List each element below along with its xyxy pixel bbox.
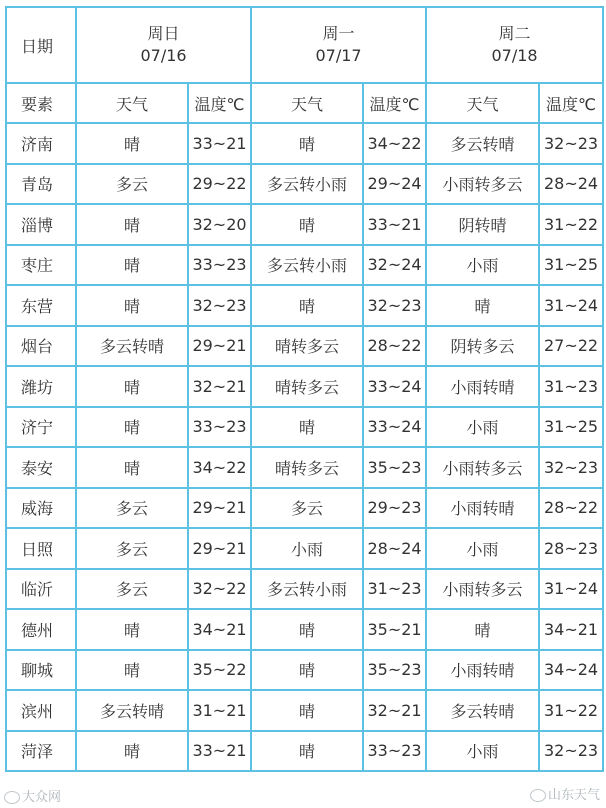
city-name: 滨州 xyxy=(6,690,76,731)
weather-cell: 多云转小雨 xyxy=(251,245,363,286)
weather-cell: 晴 xyxy=(251,690,363,731)
city-name: 聊城 xyxy=(6,650,76,691)
weather-cell: 多云 xyxy=(76,569,188,610)
weather-cell: 小雨转晴 xyxy=(426,366,539,407)
weather-cell: 晴 xyxy=(76,447,188,488)
city-name: 临沂 xyxy=(6,569,76,610)
temp-cell: 34~22 xyxy=(363,123,426,164)
weather-cell: 多云转晴 xyxy=(76,326,188,367)
temp-cell: 28~22 xyxy=(363,326,426,367)
temp-cell: 31~23 xyxy=(539,366,603,407)
temp-cell: 32~20 xyxy=(188,204,251,245)
logo-icon xyxy=(4,791,20,804)
city-name: 烟台 xyxy=(6,326,76,367)
table-row xyxy=(6,609,603,650)
weather-cell: 晴转多云 xyxy=(251,366,363,407)
table-row xyxy=(6,488,603,529)
table-row xyxy=(6,447,603,488)
temp-cell: 33~23 xyxy=(188,245,251,286)
temp-cell: 29~21 xyxy=(188,528,251,569)
temp-cell: 33~21 xyxy=(188,123,251,164)
weather-cell: 小雨 xyxy=(426,528,539,569)
temp-cell: 32~23 xyxy=(363,285,426,326)
weather-cell: 多云 xyxy=(76,528,188,569)
weather-cell: 晴 xyxy=(76,609,188,650)
weather-column-header: 天气 xyxy=(251,83,363,123)
weather-cell: 晴 xyxy=(76,366,188,407)
temp-cell: 29~21 xyxy=(188,326,251,367)
temp-cell: 29~21 xyxy=(188,488,251,529)
weather-cell: 小雨 xyxy=(251,528,363,569)
weather-cell: 晴转多云 xyxy=(251,447,363,488)
weather-cell: 小雨转多云 xyxy=(426,164,539,205)
weibo-icon xyxy=(530,789,546,802)
temp-cell: 29~24 xyxy=(363,164,426,205)
weather-cell: 小雨 xyxy=(426,731,539,772)
weather-cell: 小雨 xyxy=(426,245,539,286)
temp-cell: 33~21 xyxy=(188,731,251,772)
header-row-elements xyxy=(6,83,603,123)
city-name: 淄博 xyxy=(6,204,76,245)
weather-cell: 晴 xyxy=(76,245,188,286)
weather-cell: 晴 xyxy=(251,123,363,164)
weather-cell: 晴 xyxy=(426,285,539,326)
weather-cell: 多云 xyxy=(251,488,363,529)
table-row xyxy=(6,366,603,407)
weather-cell: 小雨转晴 xyxy=(426,650,539,691)
temp-cell: 31~25 xyxy=(539,407,603,448)
temp-cell: 31~22 xyxy=(539,690,603,731)
table-row xyxy=(6,528,603,569)
temp-cell: 27~22 xyxy=(539,326,603,367)
temp-cell: 31~24 xyxy=(539,285,603,326)
table-row xyxy=(6,650,603,691)
weekday-label: 周日 xyxy=(147,24,180,43)
weather-cell: 晴 xyxy=(426,609,539,650)
date-value: 07/18 xyxy=(491,46,538,65)
weather-cell: 小雨转多云 xyxy=(426,447,539,488)
temp-cell: 32~23 xyxy=(539,447,603,488)
temp-cell: 34~24 xyxy=(539,650,603,691)
weather-cell: 晴 xyxy=(76,204,188,245)
date-value: 07/16 xyxy=(140,46,187,65)
table-row xyxy=(6,690,603,731)
temp-cell: 34~21 xyxy=(188,609,251,650)
temp-cell: 31~23 xyxy=(363,569,426,610)
weather-cell: 小雨 xyxy=(426,407,539,448)
city-name: 枣庄 xyxy=(6,245,76,286)
table-row xyxy=(6,285,603,326)
city-name: 东营 xyxy=(6,285,76,326)
day-header-2 xyxy=(426,7,603,83)
weather-cell: 晴 xyxy=(76,650,188,691)
temp-cell: 28~24 xyxy=(363,528,426,569)
temp-cell: 32~22 xyxy=(188,569,251,610)
table-row xyxy=(6,204,603,245)
temp-cell: 31~24 xyxy=(539,569,603,610)
weather-cell: 小雨转晴 xyxy=(426,488,539,529)
temp-cell: 33~24 xyxy=(363,407,426,448)
table-row xyxy=(6,326,603,367)
temp-cell: 32~21 xyxy=(363,690,426,731)
watermark-left-text: 大众网 xyxy=(22,790,62,805)
weather-cell: 多云转晴 xyxy=(426,690,539,731)
watermark-right xyxy=(530,784,600,803)
temp-cell: 33~23 xyxy=(188,407,251,448)
weather-cell: 多云转晴 xyxy=(426,123,539,164)
weekday-label: 周一 xyxy=(322,24,355,43)
temp-cell: 31~22 xyxy=(539,204,603,245)
weather-cell: 阴转多云 xyxy=(426,326,539,367)
temp-column-header: 温度℃ xyxy=(363,83,426,123)
temp-cell: 28~24 xyxy=(539,164,603,205)
temp-cell: 32~23 xyxy=(539,731,603,772)
city-name: 青岛 xyxy=(6,164,76,205)
temp-cell: 29~22 xyxy=(188,164,251,205)
table-row xyxy=(6,731,603,772)
temp-column-header: 温度℃ xyxy=(188,83,251,123)
weather-cell: 晴 xyxy=(251,407,363,448)
table-row xyxy=(6,123,603,164)
table-row xyxy=(6,245,603,286)
weather-cell: 晴 xyxy=(251,204,363,245)
city-name: 德州 xyxy=(6,609,76,650)
date-value: 07/17 xyxy=(315,46,362,65)
temp-cell: 28~22 xyxy=(539,488,603,529)
temp-cell: 32~24 xyxy=(363,245,426,286)
temp-cell: 35~23 xyxy=(363,650,426,691)
temp-cell: 32~23 xyxy=(539,123,603,164)
weather-cell: 多云转小雨 xyxy=(251,569,363,610)
day-header-1 xyxy=(251,7,426,83)
weather-cell: 晴 xyxy=(76,731,188,772)
weather-cell: 晴 xyxy=(251,650,363,691)
table-row xyxy=(6,407,603,448)
weather-cell: 多云转晴 xyxy=(76,690,188,731)
weather-cell: 晴 xyxy=(76,285,188,326)
city-name: 济宁 xyxy=(6,407,76,448)
weather-cell: 多云 xyxy=(76,488,188,529)
element-label: 要素 xyxy=(6,83,76,123)
temp-cell: 32~21 xyxy=(188,366,251,407)
temp-cell: 32~23 xyxy=(188,285,251,326)
table-row xyxy=(6,569,603,610)
city-name: 菏泽 xyxy=(6,731,76,772)
temp-cell: 31~21 xyxy=(188,690,251,731)
temp-cell: 33~21 xyxy=(363,204,426,245)
temp-cell: 34~21 xyxy=(539,609,603,650)
weather-cell: 晴 xyxy=(251,285,363,326)
header-row-days xyxy=(6,7,603,83)
temp-cell: 35~23 xyxy=(363,447,426,488)
table-row xyxy=(6,164,603,205)
weather-cell: 晴 xyxy=(76,123,188,164)
city-name: 威海 xyxy=(6,488,76,529)
temp-cell: 35~21 xyxy=(363,609,426,650)
weather-cell: 多云 xyxy=(76,164,188,205)
temp-column-header: 温度℃ xyxy=(539,83,603,123)
weather-cell: 多云转小雨 xyxy=(251,164,363,205)
weather-column-header: 天气 xyxy=(426,83,539,123)
weather-forecast-table xyxy=(5,6,604,772)
watermark-right-text: 山东天气 xyxy=(547,788,600,803)
weather-cell: 晴 xyxy=(76,407,188,448)
weather-cell: 小雨转多云 xyxy=(426,569,539,610)
city-name: 泰安 xyxy=(6,447,76,488)
day-header-0 xyxy=(76,7,251,83)
weather-column-header: 天气 xyxy=(76,83,188,123)
city-name: 潍坊 xyxy=(6,366,76,407)
temp-cell: 29~23 xyxy=(363,488,426,529)
temp-cell: 28~23 xyxy=(539,528,603,569)
date-label: 日期 xyxy=(6,7,76,83)
weekday-label: 周二 xyxy=(498,24,531,43)
temp-cell: 33~24 xyxy=(363,366,426,407)
weather-cell: 晴 xyxy=(251,609,363,650)
temp-cell: 35~22 xyxy=(188,650,251,691)
weather-cell: 阴转晴 xyxy=(426,204,539,245)
city-name: 济南 xyxy=(6,123,76,164)
city-name: 日照 xyxy=(6,528,76,569)
watermark-left xyxy=(4,786,61,805)
temp-cell: 34~22 xyxy=(188,447,251,488)
weather-cell: 晴转多云 xyxy=(251,326,363,367)
weather-cell: 晴 xyxy=(251,731,363,772)
temp-cell: 33~23 xyxy=(363,731,426,772)
temp-cell: 31~25 xyxy=(539,245,603,286)
